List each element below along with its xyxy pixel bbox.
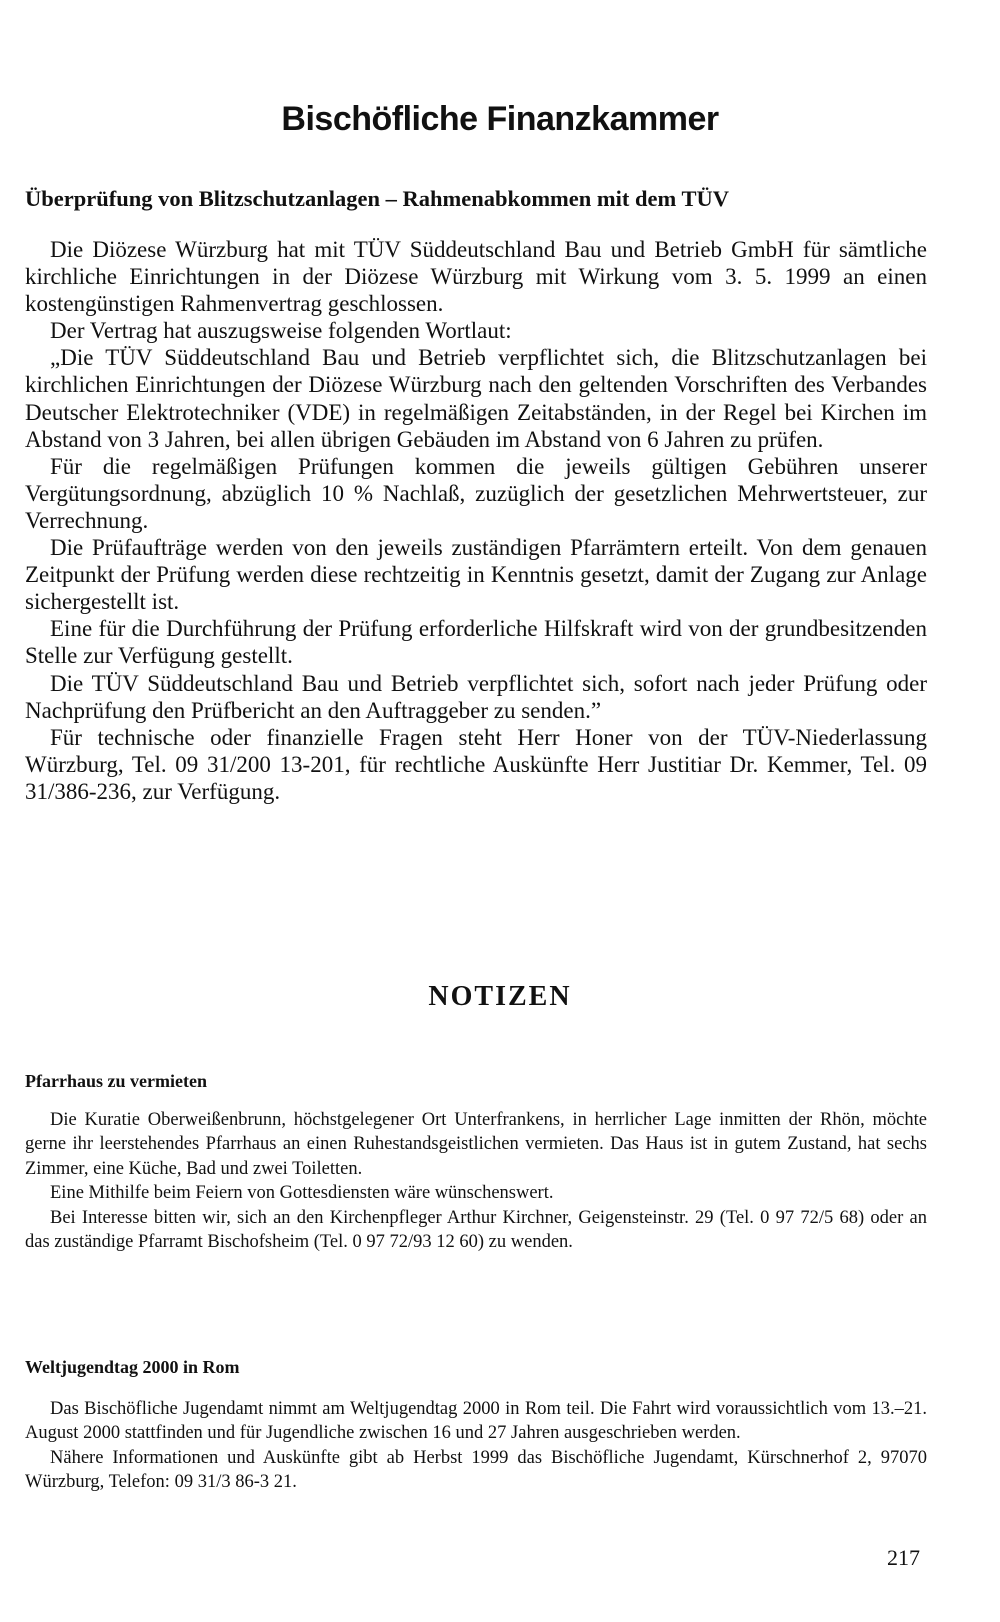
page-title: Bischöfliche Finanzkammer — [281, 100, 719, 138]
notice-heading: Pfarrhaus zu vermieten — [25, 1071, 207, 1091]
paragraph: Eine Mithilfe beim Feiern von Gottesdiensten wäre wünschenswert. — [50, 1183, 554, 1204]
paragraph: Für technische oder finanzielle Fragen steht Herr Honer von der TÜV-Niederlassung Würzburg, Tel. 09 31/200 13-201, für rechtliche Auskünfte Herr Justitiar Dr. Kemmer, Tel. 09 31/386-236, zur Verfügung. — [25, 724, 927, 804]
section-body — [25, 236, 927, 805]
paragraph: Das Bischöfliche Jugendamt nimmt am Weltjugendtag 2000 in Rom teil. Die Fahrt wird voraussichtlich vom 13.–21. August 2000 stattfinden und für Jugendliche zwischen 16 und 27 Jahren ausgeschrieben werden. — [25, 1399, 927, 1444]
page-number: 217 — [887, 1545, 920, 1570]
paragraph: Für die regelmäßigen Prüfungen kommen die jeweils gültigen Gebühren unserer Vergütungsordnung, abzüglich 10 % Nachlaß, zuzüglich der gesetzlichen Mehrwertsteuer, zur Verrechnung. — [25, 453, 927, 533]
notizen-heading: NOTIZEN — [428, 981, 572, 1012]
section-heading: Überprüfung von Blitzschutzanlagen – Rahmenabkommen mit dem TÜV — [25, 186, 730, 211]
paragraph: Die TÜV Süddeutschland Bau und Betrieb verpflichtet sich, sofort nach jeder Prüfung oder Nachprüfung den Prüfbericht an den Auftraggeber zu senden.” — [25, 670, 927, 723]
notice-heading: Weltjugendtag 2000 in Rom — [25, 1357, 240, 1377]
paragraph: Der Vertrag hat auszugsweise folgenden Wortlaut: — [50, 318, 512, 344]
paragraph: Die Kuratie Oberweißenbrunn, höchstgelegener Ort Unterfrankens, in herrlicher Lage inmitten der Rhön, möchte gerne ihr leerstehendes Pfarrhaus an einen Ruhestandsgeistlichen vermieten. Das Haus ist in gutem Zustand, hat sechs Zimmer, eine Küche, Bad und zwei Toiletten. — [25, 1110, 927, 1179]
notice-body — [25, 1108, 927, 1254]
paragraph: Eine für die Durchführung der Prüfung erforderliche Hilfskraft wird von der grundbesitzenden Stelle zur Verfügung gestellt. — [25, 616, 927, 669]
paragraph: Die Diözese Würzburg hat mit TÜV Süddeutschland Bau und Betrieb GmbH für sämtliche kirchliche Einrichtungen in der Diözese Würzburg mit Wirkung vom 3. 5. 1999 an einen kostengünstigen Rahmenvertrag geschlossen. — [25, 237, 927, 317]
paragraph: „Die TÜV Süddeutschland Bau und Betrieb verpflichtet sich, die Blitzschutzanlagen bei kirchlichen Einrichtungen der Diözese Würzburg nach den geltenden Vorschriften des Verbandes Deutscher Elektrotechniker (VDE) in regelmäßigen Zeitabständen, in der Regel bei Kirchen im Abstand von 3 Jahren, bei allen übrigen Gebäuden im Abstand von 6 Jahren zu prüfen. — [25, 345, 927, 452]
paragraph: Die Prüfaufträge werden von den jeweils zuständigen Pfarrämtern erteilt. Von dem genauen Zeitpunkt der Prüfung werden diese rechtzeitig in Kenntnis gesetzt, damit der Zugang zur Anlage sichergestellt ist. — [25, 535, 927, 615]
paragraph: Nähere Informationen und Auskünfte gibt ab Herbst 1999 das Bischöfliche Jugendamt, Kürschnerhof 2, 97070 Würzburg, Telefon: 09 31/3 86-3 21. — [25, 1447, 927, 1493]
notice-body — [25, 1397, 927, 1495]
paragraph: Bei Interesse bitten wir, sich an den Kirchenpfleger Arthur Kirchner, Geigensteinstr. 29 (Tel. 0 97 72/5 68) oder an das zuständige Pfarramt Bischofsheim (Tel. 0 97 72/93 12 60) zu wenden. — [25, 1207, 927, 1253]
